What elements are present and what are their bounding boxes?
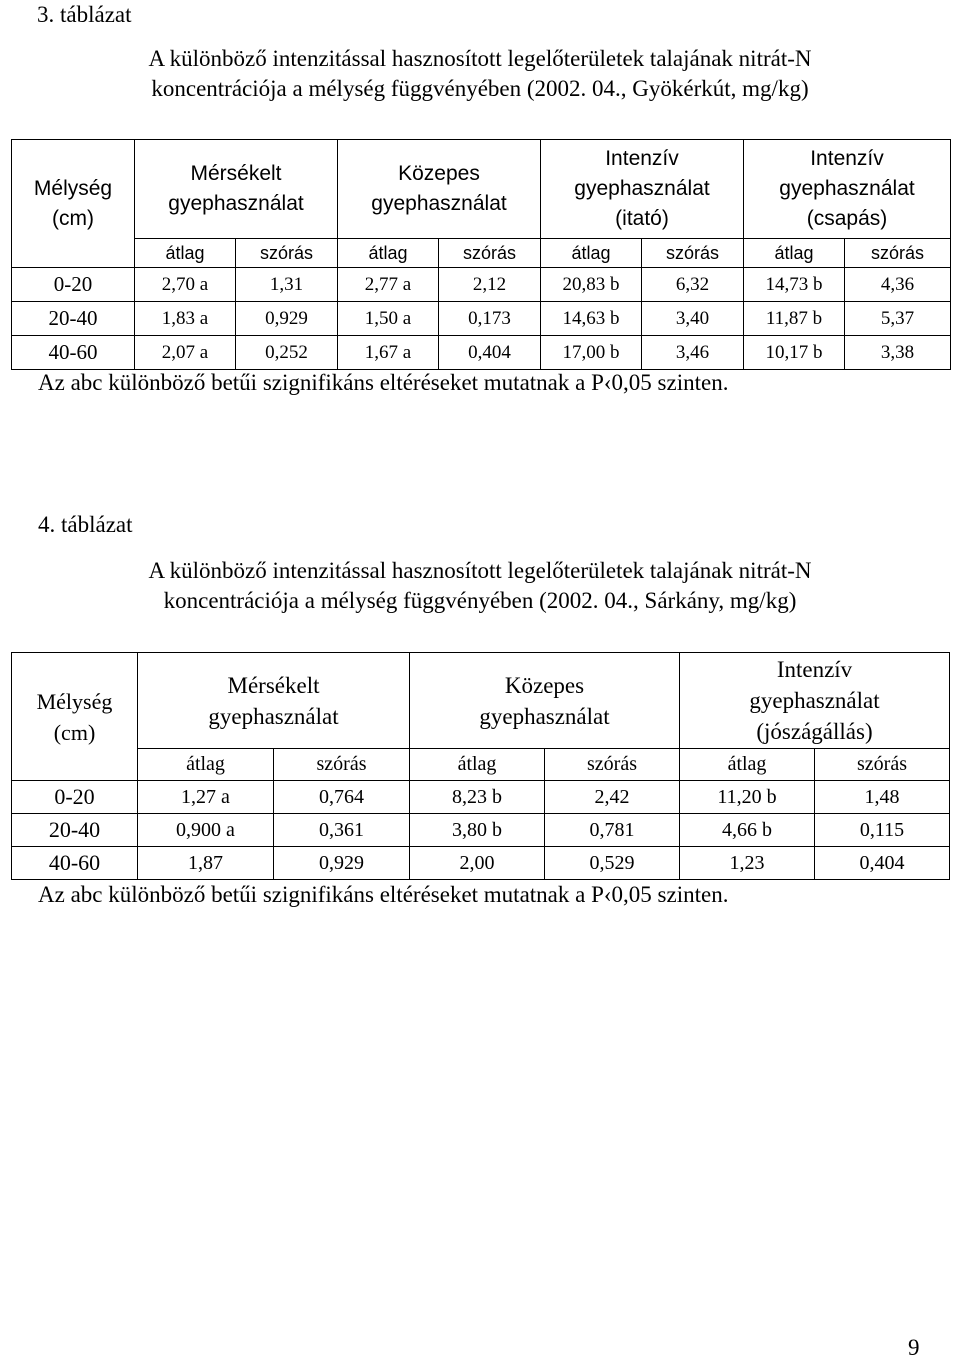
data-cell: 11,20 b bbox=[680, 781, 815, 814]
data-cell: 2,77 a bbox=[338, 268, 439, 302]
depth-cell: 40-60 bbox=[12, 847, 138, 880]
data-cell: 1,48 bbox=[815, 781, 950, 814]
data-cell: 1,50 a bbox=[338, 302, 439, 336]
data-cell: 2,07 a bbox=[135, 336, 236, 370]
subheader-cell: átlag bbox=[744, 239, 845, 268]
subheader-cell: szórás bbox=[236, 239, 338, 268]
data-cell: 0,115 bbox=[815, 814, 950, 847]
table-row bbox=[12, 847, 950, 880]
data-cell: 5,37 bbox=[845, 302, 951, 336]
depth-cell: 20-40 bbox=[12, 814, 138, 847]
table3-group-header: Mérsékelt gyephasználat bbox=[135, 140, 338, 239]
table4-caption-line2: koncentrációja a mélység függvényében (2002. 04., Sárkány, mg/kg) bbox=[163, 588, 797, 613]
table4-label: 4. táblázat bbox=[38, 512, 133, 537]
subheader-cell: átlag bbox=[138, 749, 274, 781]
data-cell: 3,80 b bbox=[410, 814, 545, 847]
table3-group-header: Intenzív gyephasználat (csapás) bbox=[744, 140, 951, 239]
data-cell: 1,67 a bbox=[338, 336, 439, 370]
data-cell: 3,46 bbox=[642, 336, 744, 370]
data-cell: 0,404 bbox=[815, 847, 950, 880]
data-cell: 3,38 bbox=[845, 336, 951, 370]
data-cell: 1,31 bbox=[236, 268, 338, 302]
subheader-cell: átlag bbox=[338, 239, 439, 268]
data-cell: 17,00 b bbox=[541, 336, 642, 370]
table4-group-header-row bbox=[12, 653, 950, 749]
data-cell: 4,36 bbox=[845, 268, 951, 302]
table3-caption bbox=[0, 44, 960, 104]
table3-caption-line1: A különböző intenzitással hasznosított legelőterületek talajának nitrát-N bbox=[148, 46, 812, 71]
table4 bbox=[11, 652, 950, 880]
data-cell: 2,00 bbox=[410, 847, 545, 880]
table-row bbox=[12, 781, 950, 814]
data-cell: 8,23 b bbox=[410, 781, 545, 814]
table-row bbox=[12, 336, 951, 370]
subheader-cell: szórás bbox=[815, 749, 950, 781]
table3-label: 3. táblázat bbox=[37, 2, 132, 27]
table-row bbox=[12, 302, 951, 336]
data-cell: 0,529 bbox=[545, 847, 680, 880]
data-cell: 3,40 bbox=[642, 302, 744, 336]
table3-note: Az abc különböző betűi szignifikáns eltéréseket mutatnak a P‹0,05 szinten. bbox=[38, 370, 729, 395]
table4-caption bbox=[0, 556, 960, 616]
data-cell: 2,70 a bbox=[135, 268, 236, 302]
table-row bbox=[12, 268, 951, 302]
table3-group-header-row bbox=[12, 140, 951, 239]
subheader-cell: szórás bbox=[274, 749, 410, 781]
data-cell: 11,87 b bbox=[744, 302, 845, 336]
data-cell: 1,23 bbox=[680, 847, 815, 880]
depth-cell: 0-20 bbox=[12, 781, 138, 814]
data-cell: 0,781 bbox=[545, 814, 680, 847]
subheader-cell: átlag bbox=[410, 749, 545, 781]
data-cell: 10,17 b bbox=[744, 336, 845, 370]
data-cell: 4,66 b bbox=[680, 814, 815, 847]
data-cell: 0,252 bbox=[236, 336, 338, 370]
data-cell: 2,12 bbox=[439, 268, 541, 302]
table3-depth-header: Mélység (cm) bbox=[12, 140, 135, 268]
table-row bbox=[12, 814, 950, 847]
data-cell: 14,73 b bbox=[744, 268, 845, 302]
data-cell: 0,900 a bbox=[138, 814, 274, 847]
table3-subheader-row bbox=[12, 239, 951, 268]
table3-caption-line2: koncentrációja a mélység függvényében (2002. 04., Gyökérkút, mg/kg) bbox=[151, 76, 809, 101]
subheader-cell: szórás bbox=[845, 239, 951, 268]
depth-cell: 40-60 bbox=[12, 336, 135, 370]
table4-caption-line1: A különböző intenzitással hasznosított legelőterületek talajának nitrát-N bbox=[148, 558, 812, 583]
table4-note: Az abc különböző betűi szignifikáns eltéréseket mutatnak a P‹0,05 szinten. bbox=[38, 882, 729, 907]
data-cell: 0,764 bbox=[274, 781, 410, 814]
subheader-cell: átlag bbox=[541, 239, 642, 268]
page-number: 9 bbox=[908, 1335, 920, 1360]
table4-group-header: Közepes gyephasználat bbox=[410, 653, 680, 749]
table3-group-header: Közepes gyephasználat bbox=[338, 140, 541, 239]
data-cell: 6,32 bbox=[642, 268, 744, 302]
table3 bbox=[11, 139, 951, 370]
depth-cell: 20-40 bbox=[12, 302, 135, 336]
depth-cell: 0-20 bbox=[12, 268, 135, 302]
data-cell: 2,42 bbox=[545, 781, 680, 814]
data-cell: 0,929 bbox=[236, 302, 338, 336]
table4-group-header: Mérsékelt gyephasználat bbox=[138, 653, 410, 749]
subheader-cell: átlag bbox=[680, 749, 815, 781]
subheader-cell: szórás bbox=[545, 749, 680, 781]
data-cell: 1,83 a bbox=[135, 302, 236, 336]
data-cell: 20,83 b bbox=[541, 268, 642, 302]
subheader-cell: szórás bbox=[439, 239, 541, 268]
data-cell: 0,929 bbox=[274, 847, 410, 880]
table4-group-header: Intenzív gyephasználat (jószágállás) bbox=[680, 653, 950, 749]
subheader-cell: szórás bbox=[642, 239, 744, 268]
data-cell: 0,173 bbox=[439, 302, 541, 336]
data-cell: 0,361 bbox=[274, 814, 410, 847]
data-cell: 14,63 b bbox=[541, 302, 642, 336]
table4-subheader-row bbox=[12, 749, 950, 781]
data-cell: 0,404 bbox=[439, 336, 541, 370]
table3-group-header: Intenzív gyephasználat (itató) bbox=[541, 140, 744, 239]
data-cell: 1,27 a bbox=[138, 781, 274, 814]
data-cell: 1,87 bbox=[138, 847, 274, 880]
table4-depth-header: Mélység (cm) bbox=[12, 653, 138, 781]
subheader-cell: átlag bbox=[135, 239, 236, 268]
